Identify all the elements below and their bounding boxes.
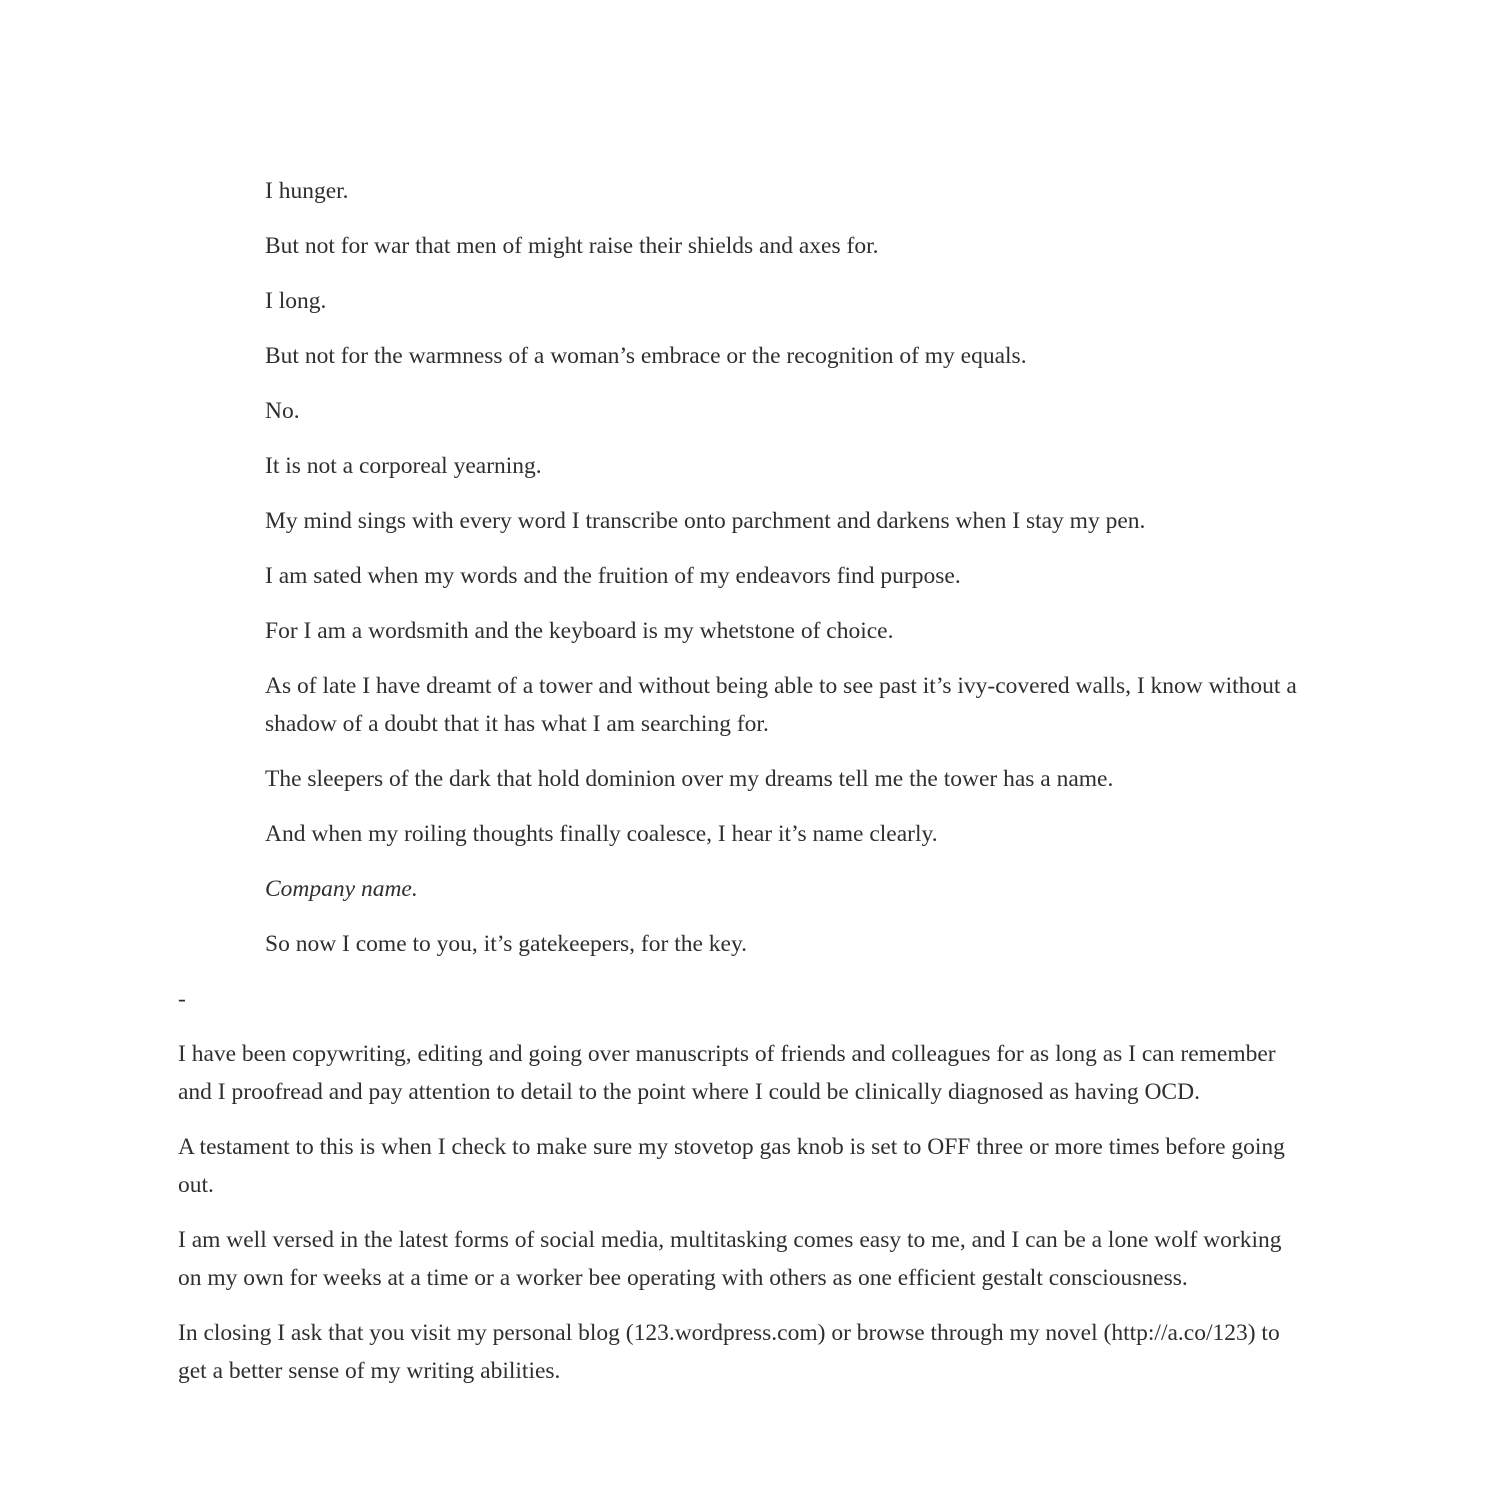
body-paragraph: In closing I ask that you visit my personal blog (123.wordpress.com) or browse through my novel (http://a.co/123) to get a better sense of my writing abilities. (178, 1320, 1280, 1384)
poem-line: I long. (265, 288, 327, 314)
poem-line: I hunger. (265, 178, 349, 204)
body-paragraph: I have been copywriting, editing and going over manuscripts of friends and colleagues for as long as I can remember and I proofread and pay attention to detail to the point where I could be clinically diagnosed as having OCD. (178, 1041, 1276, 1105)
poem-block (178, 172, 1310, 963)
poem-line: So now I come to you, it’s gatekeepers, for the key. (265, 931, 748, 957)
poem-line: As of late I have dreamt of a tower and without being able to see past it’s ivy-covered walls, I know without a shadow of a doubt that it has what I am searching for. (265, 673, 1297, 737)
body-paragraph: I am well versed in the latest forms of social media, multitasking comes easy to me, and I can be a lone wolf working on my own for weeks at a time or a worker bee operating with others as one efficient gestalt consciousness. (178, 1227, 1282, 1291)
poem-line: I am sated when my words and the fruition of my endeavors find purpose. (265, 563, 961, 589)
poem-line: The sleepers of the dark that hold dominion over my dreams tell me the tower has a name. (265, 766, 1114, 792)
section-separator: - (178, 986, 186, 1012)
poem-line: No. (265, 398, 300, 424)
poem-line: For I am a wordsmith and the keyboard is my whetstone of choice. (265, 618, 894, 644)
poem-line-company-name: Company name. (265, 876, 418, 902)
poem-line: But not for the warmness of a woman’s embrace or the recognition of my equals. (265, 343, 1027, 369)
body-paragraph: A testament to this is when I check to make sure my stovetop gas knob is set to OFF three or more times before going out. (178, 1134, 1285, 1198)
poem-line: But not for war that men of might raise their shields and axes for. (265, 233, 879, 259)
poem-line: It is not a corporeal yearning. (265, 453, 542, 479)
poem-line: My mind sings with every word I transcribe onto parchment and darkens when I stay my pen. (265, 508, 1146, 534)
poem-line: And when my roiling thoughts finally coalesce, I hear it’s name clearly. (265, 821, 938, 847)
body-block (178, 1035, 1310, 1390)
